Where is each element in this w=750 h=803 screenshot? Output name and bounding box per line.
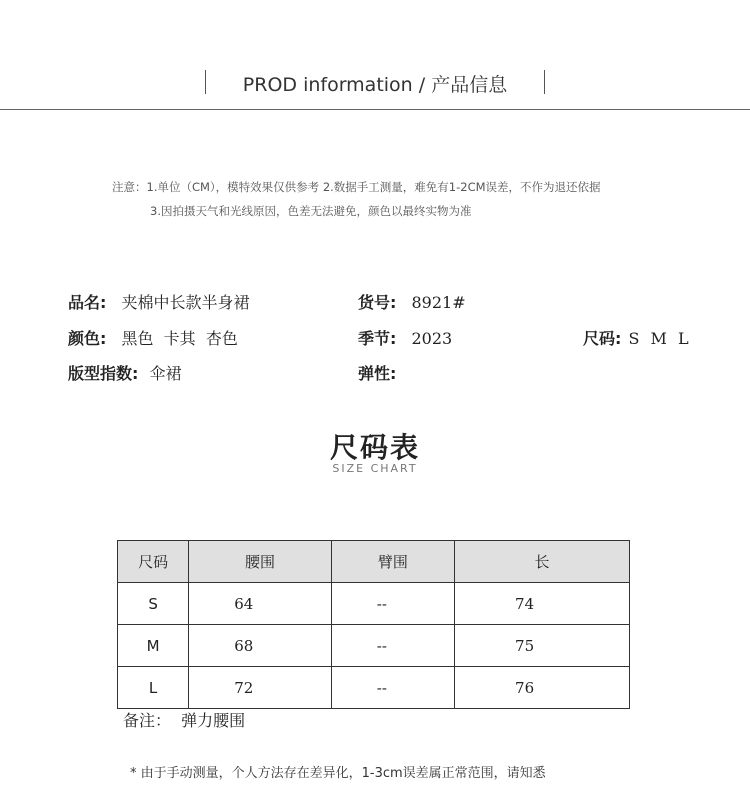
cell-waist: 72: [189, 667, 332, 709]
info-size: [583, 326, 692, 349]
info-item: [358, 290, 466, 313]
cell-length: 75: [455, 625, 630, 667]
header-size: 尺码: [118, 541, 189, 583]
cell-arm: --: [331, 625, 454, 667]
cell-waist: 64: [189, 583, 332, 625]
info-elastic: [358, 361, 396, 384]
info-color-label: 颜色:: [68, 329, 107, 348]
size-table-header: [118, 541, 630, 583]
cell-size: M: [118, 625, 189, 667]
table-row: [118, 583, 630, 625]
info-season: [358, 326, 452, 349]
info-season-value: 2023: [411, 329, 453, 348]
cell-size: L: [118, 667, 189, 709]
info-item-value: 8921#: [411, 293, 466, 312]
notes: [112, 175, 601, 223]
info-name-value: 夹棉中长款半身裙: [121, 293, 250, 312]
cell-waist: 68: [189, 625, 332, 667]
info-name-label: 品名:: [68, 293, 107, 312]
cell-arm: --: [331, 667, 454, 709]
cell-arm: --: [331, 583, 454, 625]
table-row: [118, 625, 630, 667]
header-waist: 腰围: [189, 541, 332, 583]
info-size-label: 尺码:: [583, 329, 622, 348]
info-elastic-label: 弹性:: [358, 364, 397, 383]
cell-size: S: [118, 583, 189, 625]
notes-line-1: 注意：1.单位（CM），模特效果仅供参考 2.数据手工测量，难免有1-2CM误差，不作为退还依据: [112, 180, 601, 194]
size-chart-subtitle: SIZE CHART: [332, 462, 418, 475]
header-arm: 臂围: [331, 541, 454, 583]
info-color-value: 黑色 卡其 杏色: [121, 329, 238, 348]
info-fit-value: 伞裙: [149, 364, 182, 383]
footnote: * 由于手动测量，个人方法存在差异化，1-3cm误差属正常范围，请知悉: [130, 766, 546, 781]
header-right-divider: [544, 70, 545, 94]
size-chart-title: 尺码表: [329, 431, 420, 464]
remark: 备注： 弹力腰围: [123, 711, 246, 730]
notes-line-2: 3.因拍摄天气和光线原因，色差无法避免，颜色以最终实物为准: [150, 204, 472, 218]
info-season-label: 季节:: [358, 329, 397, 348]
info-color: [68, 326, 238, 349]
info-fit: [68, 361, 182, 384]
info-size-value: S M L: [628, 329, 692, 348]
header-rule: [0, 109, 750, 110]
header-title: PROD information / 产品信息: [242, 74, 508, 96]
info-name: [68, 290, 250, 313]
table-row: [118, 667, 630, 709]
size-table: [117, 540, 630, 709]
info-fit-label: 版型指数:: [68, 364, 139, 383]
cell-length: 74: [455, 583, 630, 625]
info-item-label: 货号:: [358, 293, 397, 312]
header-length: 长: [455, 541, 630, 583]
cell-length: 76: [455, 667, 630, 709]
